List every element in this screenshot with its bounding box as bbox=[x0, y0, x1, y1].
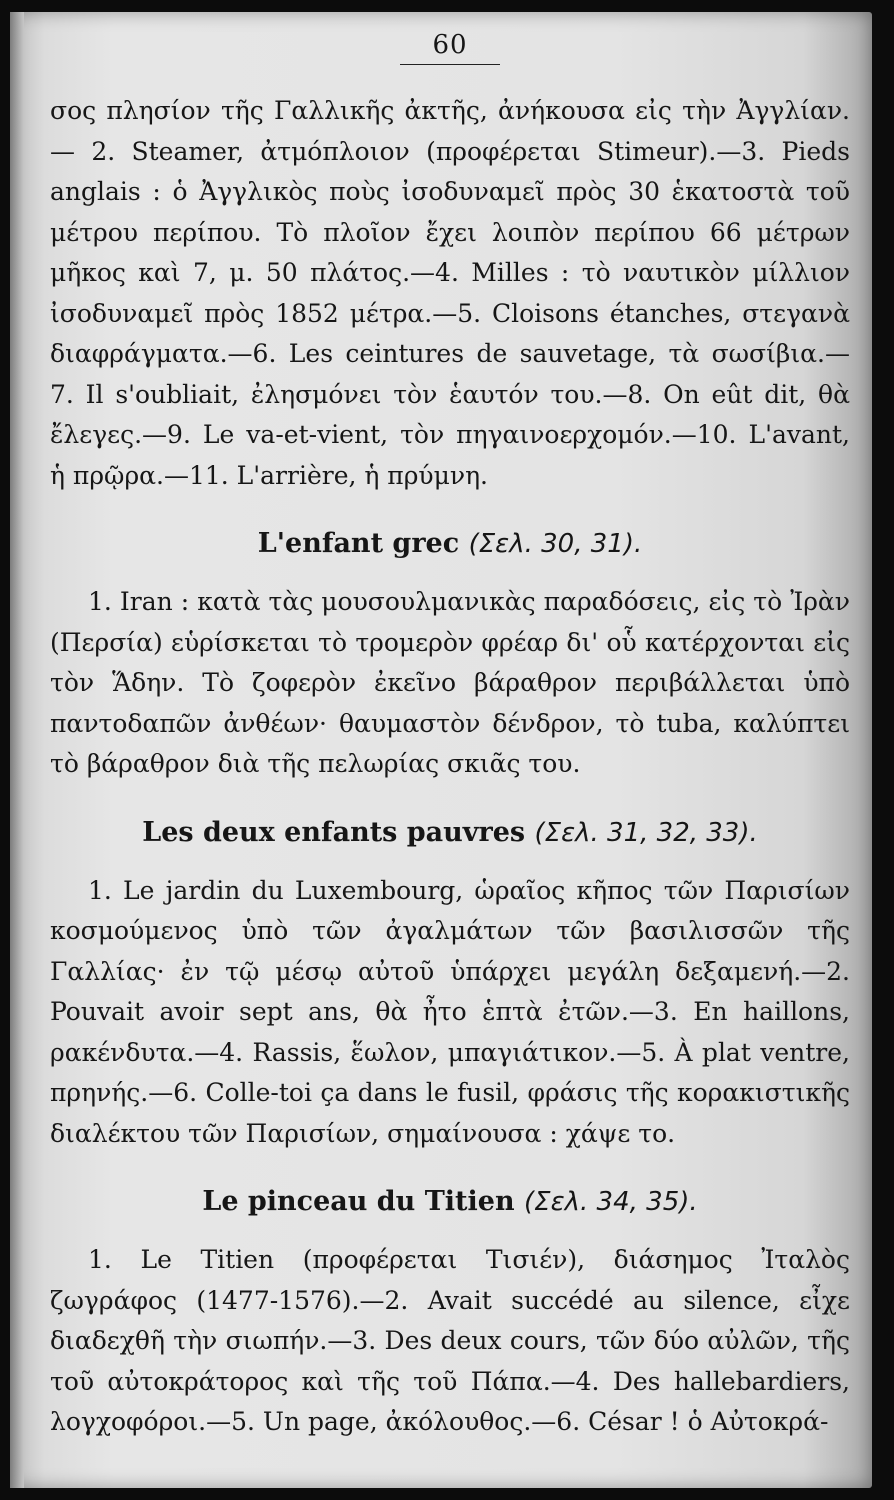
section-paragraph: 1. Le jardin du Luxembourg, ὡραῖος κῆπος τῶν Παρισίων κοσμούμενος ὑπὸ τῶν ἀγαλμάτων τῶν βασιλισσῶν τῆς Γαλλίας· ἐν τῷ μέσῳ αὐτοῦ ὑπάρχει μεγάλη δεξαμενή.—2. Pouvait avoir sept ans, θὰ ἦτο ἑπτὰ ἐτῶν.—3. En haillons, ρακένδυτα.—4. Rassis, ἕωλον, μπαγιάτικον.—5. À plat ventre, πρηνής.—6. Colle-toi ça dans le fusil, φράσις τῆς κορακιστικῆς διαλέκτου τῶν Παρισίων, σημαίνουσα : χάψε το. bbox=[50, 875, 850, 1148]
page-number: 60 bbox=[432, 30, 468, 60]
section-page-reference: (Σελ. 34, 35). bbox=[524, 1187, 698, 1217]
book-spine-shadow bbox=[10, 12, 24, 1488]
section-title: L'enfant grec bbox=[257, 528, 460, 559]
section-page-reference: (Σελ. 31, 32, 33). bbox=[534, 817, 758, 848]
intro-paragraph: σος πλησίον τῆς Γαλλικῆς ἀκτῆς, ἀνήκουσα εἰς τὴν Ἀγγλίαν.— 2. Steamer, ἀτμόπλοιον (προφέρεται Stimeur).—3. Pieds anglais : ὁ Ἀγγλικὸς ποὺς ἰσοδυναμεῖ πρὸς 30 ἑκατοστὰ τοῦ μέτρου περίπου. Τὸ πλοῖον ἔχει λοιπὸν περίπου 66 μέτρων μῆκος καὶ 7, μ. 50 πλάτος.—4. Milles : τὸ ναυτικὸν μίλλιον ἰσοδυναμεῖ πρὸς 1852 μέτρα.—5. Cloisons étanches, στεγανὰ διαφράγματα.—6. Les ceintures de sauvetage, τὰ σωσίβια.— 7. Il s'oubliait, ἐλησμόνει τὸν ἑαυτόν του.—8. On eût dit, θὰ ἔλεγες.—9. Le va-et-vient, τὸν πηγαινοερχομόν.—10. L'avant, ἡ πρῷρα.—11. L'arrière, ἡ πρύμνη. bbox=[50, 96, 850, 490]
book-page bbox=[10, 12, 872, 1488]
section-title: Le pinceau du Titien bbox=[202, 1186, 515, 1217]
section-title: Les deux enfants pauvres bbox=[142, 816, 526, 848]
section-paragraph: 1. Le Titien (προφέρεται Τισιέν), διάσημος Ἰταλὸς ζωγράφος (1477-1576).—2. Avait succédé au silence, εἶχε διαδεχθῆ τὴν σιωπήν.—3. Des deux cours, τῶν δύο αὐλῶν, τῆς τοῦ αὐτοκράτορος καὶ τῆς τοῦ Πάπα.—4. Des hallebardiers, λογχοφόροι.—5. Un page, ἀκόλουθος.—6. César ! ὁ Αὐτοκρά- bbox=[50, 1245, 850, 1436]
page-number-rule bbox=[400, 64, 500, 65]
page-content bbox=[50, 30, 850, 1443]
section-heading bbox=[50, 524, 850, 564]
section-heading bbox=[50, 1182, 850, 1222]
section-page-reference: (Σελ. 30, 31). bbox=[468, 529, 643, 559]
section-heading bbox=[50, 813, 850, 853]
section-paragraph: 1. Iran : κατὰ τὰς μουσουλμανικὰς παραδόσεις, εἰς τὸ Ἰρὰν (Περσία) εὑρίσκεται τὸ τρομερὸν φρέαρ δι' οὗ κατέρχονται εἰς τὸν Ἅδην. Τὸ ζοφερὸν ἐκεῖνο βάραθρον περιβάλλεται ὑπὸ παντοδαπῶν ἀνθέων· θαυμαστὸν δένδρον, τὸ tuba, καλύπτει τὸ βάραθρον διὰ τῆς πελωρίας σκιᾶς του. bbox=[50, 587, 850, 778]
